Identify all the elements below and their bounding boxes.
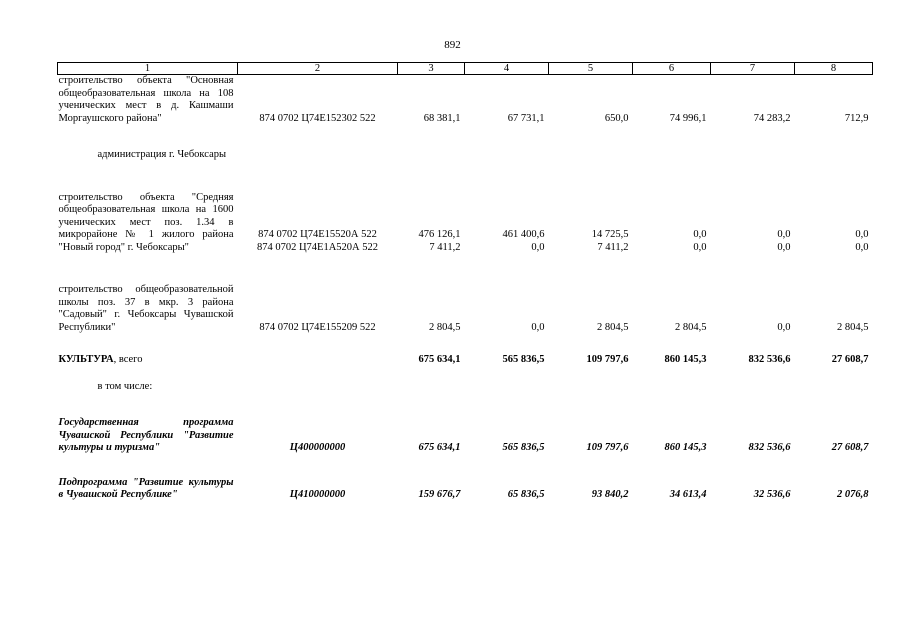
budget-code: 874 0702 Ц74Е152302 522 xyxy=(259,112,376,124)
amount-cell: 0,0 xyxy=(531,321,545,333)
amount-cell: 14 725,5 7 411,2 xyxy=(591,229,629,253)
amount-cell: 675 634,1 xyxy=(418,442,461,453)
spacer-row xyxy=(58,455,873,477)
amount-cell: 0,0 xyxy=(777,321,791,333)
table-row xyxy=(58,75,873,126)
amount-cell xyxy=(398,381,465,394)
table-body xyxy=(58,75,873,502)
table-row xyxy=(58,477,873,502)
amount-cell: 461 400,6 0,0 xyxy=(502,229,545,253)
amount-cell xyxy=(795,381,873,394)
amount-cell xyxy=(711,381,795,394)
amount-cell xyxy=(711,149,795,162)
budget-code: 874 0702 Ц74Е155209 522 xyxy=(259,321,376,333)
row-name-cell xyxy=(58,417,238,455)
table-row xyxy=(58,354,873,367)
column-header: 2 xyxy=(238,63,398,75)
budget-code: Ц410000000 xyxy=(289,489,346,500)
page-number: 892 xyxy=(444,39,461,51)
amount-cell: 675 634,1 xyxy=(418,354,461,365)
amount-cell: 67 731,1 xyxy=(507,112,545,124)
amount-cell: 74 996,1 xyxy=(669,112,707,124)
row-name: строительство общеобразовательной школы поз. 37 в мкр. 3 района "Садовый" г. Чебоксары Чувашской Республики" xyxy=(58,284,234,333)
amount-cell xyxy=(549,149,633,162)
column-header: 4 xyxy=(465,63,549,75)
amount-cell: 27 608,7 xyxy=(831,354,869,365)
budget-code xyxy=(238,354,398,367)
column-header: 1 xyxy=(58,63,238,75)
amount-cell xyxy=(633,381,711,394)
spacer-row xyxy=(58,125,873,149)
amount-cell: 860 145,3 xyxy=(664,442,707,453)
amount-cell: 2 076,8 xyxy=(837,489,869,500)
spacer-row xyxy=(58,162,873,192)
amount-cell: 27 608,7 xyxy=(831,442,869,453)
column-header: 8 xyxy=(795,63,873,75)
row-name-cell xyxy=(58,477,238,502)
spacer-cell xyxy=(58,125,873,149)
column-header: 7 xyxy=(711,63,795,75)
spacer-row xyxy=(58,254,873,284)
amount-cell: 712,9 xyxy=(844,112,869,124)
budget-code: 874 0702 Ц74Е15520А 522 874 0702 Ц74Е1А520А 522 xyxy=(256,229,379,253)
amount-cell: 109 797,6 xyxy=(586,354,629,365)
table-row xyxy=(58,192,873,255)
amount-cell: 832 536,6 xyxy=(748,442,791,453)
column-number-header xyxy=(58,63,873,75)
spacer-row xyxy=(58,334,873,354)
table-row xyxy=(58,417,873,455)
table-row xyxy=(58,149,873,162)
amount-cell xyxy=(465,381,549,394)
budget-table xyxy=(57,62,873,502)
row-name: строительство объекта "Средняя общеобразовательная школа на 1600 ученических мест поз. 1.34 в микрорайоне № 1 жилого района "Новый город" г. Чебоксары" xyxy=(58,191,234,253)
amount-cell: 0,0 0,0 xyxy=(855,229,869,253)
amount-cell: 2 804,5 xyxy=(597,321,629,333)
amount-cell: 0,0 0,0 xyxy=(693,229,707,253)
amount-cell: 565 836,5 xyxy=(502,354,545,365)
row-name-cell xyxy=(58,75,238,126)
row-name: администрация г. Чебоксары xyxy=(97,149,227,160)
table-row xyxy=(58,381,873,394)
amount-cell xyxy=(633,149,711,162)
spacer-row xyxy=(58,367,873,381)
row-name: в том числе: xyxy=(97,380,153,392)
amount-cell: 159 676,7 xyxy=(418,489,461,500)
spacer-cell xyxy=(58,367,873,381)
amount-cell: 2 804,5 xyxy=(429,321,461,333)
column-header: 6 xyxy=(633,63,711,75)
table-row xyxy=(58,284,873,334)
amount-cell: 93 840,2 xyxy=(591,489,629,500)
amount-cell: 34 613,4 xyxy=(669,489,707,500)
amount-cell: 0,0 0,0 xyxy=(777,229,791,253)
budget-code: Ц400000000 xyxy=(289,442,346,453)
spacer-cell xyxy=(58,254,873,284)
amount-cell: 476 126,1 7 411,2 xyxy=(418,229,461,253)
amount-cell: 832 536,6 xyxy=(748,354,791,365)
amount-cell: 109 797,6 xyxy=(586,442,629,453)
row-name-cell xyxy=(58,381,238,394)
budget-code xyxy=(238,381,398,394)
amount-cell xyxy=(795,149,873,162)
amount-cell: 65 836,5 xyxy=(507,489,545,500)
column-header: 3 xyxy=(398,63,465,75)
amount-cell: 32 536,6 xyxy=(753,489,791,500)
spacer-cell xyxy=(58,334,873,354)
row-name-suffix: , всего xyxy=(113,354,143,365)
column-header: 5 xyxy=(549,63,633,75)
amount-cell xyxy=(549,381,633,394)
amount-cell xyxy=(465,149,549,162)
row-name: КУЛЬТУРА xyxy=(58,354,114,365)
row-name-cell xyxy=(58,354,238,367)
spacer-cell xyxy=(58,455,873,477)
row-name-cell xyxy=(58,192,238,255)
row-name: Подпрограмма "Развитие культуры в Чувашской Республике" xyxy=(58,476,234,500)
row-name: строительство объекта "Основная общеобразовательная школа на 108 ученических мест в д. Кашмаши Моргаушского района" xyxy=(58,75,234,124)
amount-cell: 860 145,3 xyxy=(664,354,707,365)
amount-cell: 74 283,2 xyxy=(753,112,791,124)
row-name: Государственная программа Чувашской Республики "Развитие культуры и туризма" xyxy=(58,417,234,453)
budget-code xyxy=(238,149,398,162)
spacer-cell xyxy=(58,393,873,417)
row-name-cell xyxy=(58,284,238,334)
amount-cell: 650,0 xyxy=(604,112,629,124)
row-name-cell xyxy=(58,149,238,162)
spacer-row xyxy=(58,393,873,417)
amount-cell: 68 381,1 xyxy=(423,112,461,124)
amount-cell xyxy=(398,149,465,162)
amount-cell: 2 804,5 xyxy=(837,321,869,333)
amount-cell: 565 836,5 xyxy=(502,442,545,453)
spacer-cell xyxy=(58,162,873,192)
amount-cell: 2 804,5 xyxy=(675,321,707,333)
